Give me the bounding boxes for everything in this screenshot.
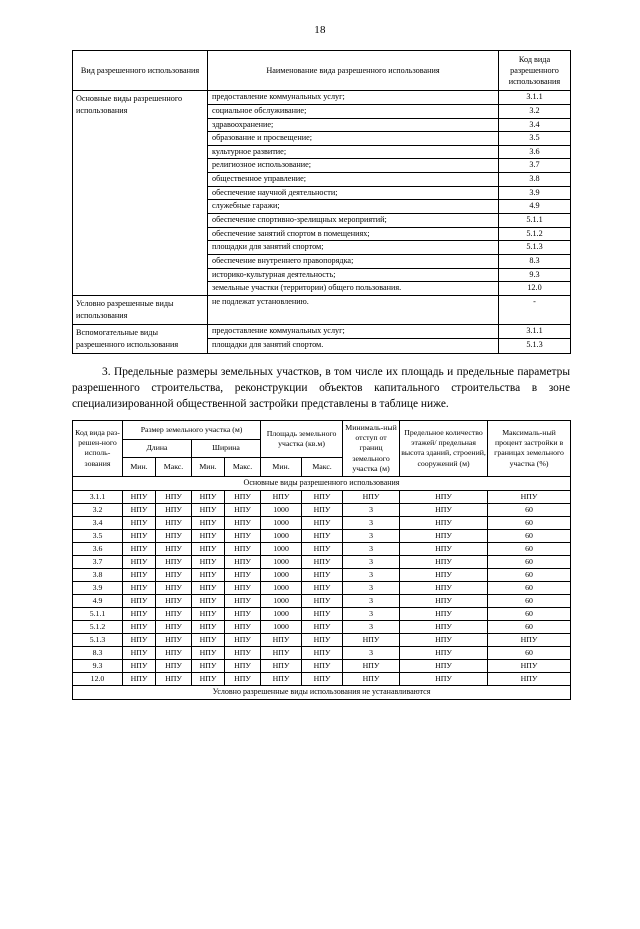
- limit-floors-cell: НПУ: [400, 503, 488, 516]
- limit-length-max-cell: НПУ: [156, 633, 192, 646]
- limit-code-cell: 3.9: [73, 581, 123, 594]
- limit-floors-cell: НПУ: [400, 568, 488, 581]
- table-row: [73, 542, 571, 555]
- use-name-cell: площадки для занятий спортом;: [208, 241, 499, 255]
- table-row: [73, 659, 571, 672]
- limit-coverage-cell: 60: [488, 529, 571, 542]
- use-code-cell: 5.1.2: [499, 227, 571, 241]
- header-max-floors: Предельное количество этажей/ предельная высота зданий, строений, сооружений (м): [400, 421, 488, 477]
- header-parcel-size: Размер земельного участка (м): [123, 421, 261, 440]
- header-width-max: Макс.: [225, 458, 261, 477]
- limit-length-min-cell: НПУ: [123, 568, 156, 581]
- table-row: [73, 529, 571, 542]
- limit-setback-cell: 3: [343, 516, 400, 529]
- limit-width-max-cell: НПУ: [225, 620, 261, 633]
- limit-area-min-cell: НПУ: [261, 659, 302, 672]
- limit-length-min-cell: НПУ: [123, 633, 156, 646]
- limit-area-min-cell: 1000: [261, 529, 302, 542]
- use-code-cell: 5.1.1: [499, 214, 571, 228]
- limit-floors-cell: НПУ: [400, 542, 488, 555]
- limit-length-max-cell: НПУ: [156, 607, 192, 620]
- limit-setback-cell: 3: [343, 568, 400, 581]
- limit-length-max-cell: НПУ: [156, 568, 192, 581]
- use-code-cell: 3.9: [499, 186, 571, 200]
- header-limit-code: Код вида раз-решен-ного исполь-зования: [73, 421, 123, 477]
- use-code-cell: 5.1.3: [499, 241, 571, 255]
- limit-floors-cell: НПУ: [400, 659, 488, 672]
- limit-width-max-cell: НПУ: [225, 581, 261, 594]
- limit-width-min-cell: НПУ: [192, 529, 225, 542]
- limit-code-cell: 4.9: [73, 594, 123, 607]
- limit-width-min-cell: НПУ: [192, 594, 225, 607]
- limit-area-min-cell: 1000: [261, 568, 302, 581]
- limit-area-max-cell: НПУ: [302, 581, 343, 594]
- table-limit-body: [73, 476, 571, 699]
- limit-length-min-cell: НПУ: [123, 672, 156, 685]
- limit-coverage-cell: 60: [488, 503, 571, 516]
- limit-code-cell: 3.2: [73, 503, 123, 516]
- limit-floors-cell: НПУ: [400, 607, 488, 620]
- section-row-main: [73, 476, 571, 490]
- limit-width-max-cell: НПУ: [225, 633, 261, 646]
- limit-setback-cell: 3: [343, 581, 400, 594]
- limit-code-cell: 9.3: [73, 659, 123, 672]
- use-name-cell: обеспечение внутреннего правопорядка;: [208, 255, 499, 269]
- use-name-cell: религиозное использование;: [208, 159, 499, 173]
- limit-setback-cell: 3: [343, 555, 400, 568]
- limit-coverage-cell: НПУ: [488, 491, 571, 504]
- limit-floors-cell: НПУ: [400, 594, 488, 607]
- limit-width-min-cell: НПУ: [192, 672, 225, 685]
- limit-area-min-cell: 1000: [261, 542, 302, 555]
- limit-code-cell: 3.6: [73, 542, 123, 555]
- limit-width-max-cell: НПУ: [225, 542, 261, 555]
- use-name-cell: предоставление коммунальных услуг;: [208, 324, 499, 338]
- use-code-cell: 8.3: [499, 255, 571, 269]
- limit-code-cell: 3.5: [73, 529, 123, 542]
- use-group-label: Условно разрешенные виды использования: [73, 296, 208, 325]
- table-row: [73, 296, 571, 325]
- limit-length-min-cell: НПУ: [123, 646, 156, 659]
- limit-area-max-cell: НПУ: [302, 542, 343, 555]
- limit-area-max-cell: НПУ: [302, 529, 343, 542]
- limit-setback-cell: 3: [343, 503, 400, 516]
- limit-length-max-cell: НПУ: [156, 659, 192, 672]
- limit-setback-cell: НПУ: [343, 659, 400, 672]
- limit-length-max-cell: НПУ: [156, 581, 192, 594]
- limit-length-max-cell: НПУ: [156, 672, 192, 685]
- table-row: [73, 555, 571, 568]
- use-name-cell: предоставление коммунальных услуг;: [208, 91, 499, 105]
- limit-code-cell: 5.1.2: [73, 620, 123, 633]
- table-row: [73, 568, 571, 581]
- limit-width-min-cell: НПУ: [192, 620, 225, 633]
- limit-width-min-cell: НПУ: [192, 659, 225, 672]
- limit-coverage-cell: 60: [488, 594, 571, 607]
- use-name-cell: обеспечение научной деятельности;: [208, 186, 499, 200]
- limit-area-max-cell: НПУ: [302, 555, 343, 568]
- limit-setback-cell: НПУ: [343, 672, 400, 685]
- header-use-code: Код вида разрешенного использования: [499, 51, 571, 91]
- limit-floors-cell: НПУ: [400, 491, 488, 504]
- limit-length-max-cell: НПУ: [156, 620, 192, 633]
- limit-width-max-cell: НПУ: [225, 646, 261, 659]
- limit-floors-cell: НПУ: [400, 555, 488, 568]
- use-name-cell: не подлежат установлению.: [208, 296, 499, 325]
- use-name-cell: обеспечение спортивно-зрелищных мероприятий;: [208, 214, 499, 228]
- limit-area-max-cell: НПУ: [302, 516, 343, 529]
- use-name-cell: обеспечение занятий спортом в помещениях;: [208, 227, 499, 241]
- limit-width-max-cell: НПУ: [225, 672, 261, 685]
- limit-width-min-cell: НПУ: [192, 581, 225, 594]
- limit-length-min-cell: НПУ: [123, 581, 156, 594]
- use-code-cell: 3.2: [499, 104, 571, 118]
- limit-code-cell: 5.1.1: [73, 607, 123, 620]
- table-row: [73, 672, 571, 685]
- limit-length-min-cell: НПУ: [123, 555, 156, 568]
- use-code-cell: 3.1.1: [499, 91, 571, 105]
- limit-length-min-cell: НПУ: [123, 620, 156, 633]
- table-row: [73, 581, 571, 594]
- header-use-kind: Вид разрешенного использования: [73, 51, 208, 91]
- limit-width-max-cell: НПУ: [225, 491, 261, 504]
- limit-width-min-cell: НПУ: [192, 568, 225, 581]
- limit-length-min-cell: НПУ: [123, 503, 156, 516]
- header-length-max: Макс.: [156, 458, 192, 477]
- table-row: [73, 633, 571, 646]
- limit-setback-cell: 3: [343, 529, 400, 542]
- limit-width-max-cell: НПУ: [225, 659, 261, 672]
- use-group-label: Вспомогательные виды разрешенного использования: [73, 324, 208, 353]
- use-name-cell: здравоохранение;: [208, 118, 499, 132]
- use-code-cell: 5.1.3: [499, 339, 571, 353]
- use-name-cell: земельные участки (территории) общего пользования.: [208, 282, 499, 296]
- limit-length-max-cell: НПУ: [156, 594, 192, 607]
- limit-floors-cell: НПУ: [400, 672, 488, 685]
- limit-length-max-cell: НПУ: [156, 646, 192, 659]
- limit-code-cell: 8.3: [73, 646, 123, 659]
- limit-length-max-cell: НПУ: [156, 529, 192, 542]
- header-width-min: Мин.: [192, 458, 225, 477]
- limit-width-min-cell: НПУ: [192, 633, 225, 646]
- limit-area-max-cell: НПУ: [302, 633, 343, 646]
- limit-floors-cell: НПУ: [400, 646, 488, 659]
- limit-floors-cell: НПУ: [400, 516, 488, 529]
- use-name-cell: общественное управление;: [208, 173, 499, 187]
- limit-length-min-cell: НПУ: [123, 529, 156, 542]
- use-name-cell: образование и просвещение;: [208, 132, 499, 146]
- limit-width-max-cell: НПУ: [225, 503, 261, 516]
- limit-width-max-cell: НПУ: [225, 568, 261, 581]
- table-permitted-uses-body: [73, 91, 571, 353]
- limit-setback-cell: 3: [343, 620, 400, 633]
- header-width: Ширина: [192, 439, 261, 458]
- header-area-max: Макс.: [302, 458, 343, 477]
- limit-area-min-cell: НПУ: [261, 491, 302, 504]
- limit-setback-cell: 3: [343, 594, 400, 607]
- limit-floors-cell: НПУ: [400, 620, 488, 633]
- limit-width-max-cell: НПУ: [225, 607, 261, 620]
- limit-coverage-cell: 60: [488, 542, 571, 555]
- header-parcel-area: Площадь земельного участка (кв.м): [261, 421, 343, 458]
- table-row: [73, 607, 571, 620]
- use-code-cell: 3.4: [499, 118, 571, 132]
- limit-area-max-cell: НПУ: [302, 607, 343, 620]
- table-permitted-uses-head: [73, 51, 571, 91]
- limit-code-cell: 5.1.3: [73, 633, 123, 646]
- limit-length-max-cell: НПУ: [156, 503, 192, 516]
- section-row-conditional: [73, 685, 571, 699]
- table-limit-header-row-1: [73, 421, 571, 440]
- limit-area-min-cell: 1000: [261, 620, 302, 633]
- use-name-cell: служебные гаражи;: [208, 200, 499, 214]
- limit-width-max-cell: НПУ: [225, 594, 261, 607]
- use-name-cell: историко-культурная деятельность;: [208, 268, 499, 282]
- use-code-cell: 3.5: [499, 132, 571, 146]
- limit-code-cell: 12.0: [73, 672, 123, 685]
- limit-area-max-cell: НПУ: [302, 620, 343, 633]
- limit-code-cell: 3.7: [73, 555, 123, 568]
- limit-setback-cell: 3: [343, 542, 400, 555]
- paragraph-limits-intro: 3. Предельные размеры земельных участков, в том числе их площадь и предельные параметры разрешенного строительства, реконструкции объектов капитального строительства в зоне специализированной общественной застройки представлены в таблице ниже.: [72, 365, 570, 410]
- limit-code-cell: 3.1.1: [73, 491, 123, 504]
- table-row: [73, 646, 571, 659]
- limit-area-max-cell: НПУ: [302, 503, 343, 516]
- limit-area-max-cell: НПУ: [302, 646, 343, 659]
- page-number: 18: [314, 24, 326, 36]
- limit-area-min-cell: 1000: [261, 594, 302, 607]
- table-limit-head: [73, 421, 571, 477]
- header-min-setback: Минималь-ный отступ от границ земельного участка (м): [343, 421, 400, 477]
- limit-coverage-cell: НПУ: [488, 672, 571, 685]
- limit-coverage-cell: 60: [488, 607, 571, 620]
- limit-area-min-cell: НПУ: [261, 646, 302, 659]
- use-name-cell: культурное развитие;: [208, 145, 499, 159]
- limit-code-cell: 3.8: [73, 568, 123, 581]
- limit-length-max-cell: НПУ: [156, 542, 192, 555]
- limit-code-cell: 3.4: [73, 516, 123, 529]
- header-length: Длина: [123, 439, 192, 458]
- limit-width-min-cell: НПУ: [192, 542, 225, 555]
- limit-length-max-cell: НПУ: [156, 555, 192, 568]
- table-row: [73, 516, 571, 529]
- limit-coverage-cell: НПУ: [488, 633, 571, 646]
- use-code-cell: -: [499, 296, 571, 325]
- use-code-cell: 3.8: [499, 173, 571, 187]
- limit-area-min-cell: 1000: [261, 607, 302, 620]
- limit-length-max-cell: НПУ: [156, 491, 192, 504]
- limit-area-max-cell: НПУ: [302, 659, 343, 672]
- limit-setback-cell: НПУ: [343, 633, 400, 646]
- limit-width-min-cell: НПУ: [192, 491, 225, 504]
- use-code-cell: 3.1.1: [499, 324, 571, 338]
- limit-area-min-cell: 1000: [261, 503, 302, 516]
- limit-length-min-cell: НПУ: [123, 516, 156, 529]
- limit-floors-cell: НПУ: [400, 633, 488, 646]
- use-code-cell: 3.6: [499, 145, 571, 159]
- header-length-min: Мин.: [123, 458, 156, 477]
- header-max-coverage: Максималь-ный процент застройки в границах земельного участка (%): [488, 421, 571, 477]
- limit-width-max-cell: НПУ: [225, 516, 261, 529]
- page-content: [72, 50, 570, 700]
- header-use-name: Наименование вида разрешенного использования: [208, 51, 499, 91]
- document-page: [0, 24, 640, 929]
- use-group-label: Основные виды разрешенного использования: [73, 91, 208, 296]
- use-code-cell: 9.3: [499, 268, 571, 282]
- use-code-cell: 12.0: [499, 282, 571, 296]
- limit-area-min-cell: 1000: [261, 516, 302, 529]
- section-label-main: Основные виды разрешенного использования: [73, 476, 571, 490]
- limit-length-min-cell: НПУ: [123, 542, 156, 555]
- table-row: [73, 620, 571, 633]
- limit-width-max-cell: НПУ: [225, 529, 261, 542]
- limit-length-min-cell: НПУ: [123, 607, 156, 620]
- limit-setback-cell: НПУ: [343, 491, 400, 504]
- limit-width-min-cell: НПУ: [192, 503, 225, 516]
- header-area-min: Мин.: [261, 458, 302, 477]
- limit-coverage-cell: 60: [488, 646, 571, 659]
- limit-setback-cell: 3: [343, 646, 400, 659]
- limit-area-min-cell: НПУ: [261, 633, 302, 646]
- limit-area-max-cell: НПУ: [302, 568, 343, 581]
- table-row: [73, 503, 571, 516]
- limit-width-min-cell: НПУ: [192, 607, 225, 620]
- section-label-conditional: Условно разрешенные виды использования не устанавливаются: [73, 685, 571, 699]
- limit-coverage-cell: 60: [488, 555, 571, 568]
- limit-coverage-cell: 60: [488, 581, 571, 594]
- limit-floors-cell: НПУ: [400, 581, 488, 594]
- use-code-cell: 4.9: [499, 200, 571, 214]
- limit-coverage-cell: 60: [488, 620, 571, 633]
- use-name-cell: площадки для занятий спортом.: [208, 339, 499, 353]
- limit-floors-cell: НПУ: [400, 529, 488, 542]
- limit-area-max-cell: НПУ: [302, 672, 343, 685]
- table-permitted-uses: [72, 50, 571, 354]
- table-row: [73, 594, 571, 607]
- limit-width-min-cell: НПУ: [192, 555, 225, 568]
- limit-length-min-cell: НПУ: [123, 491, 156, 504]
- limit-area-min-cell: 1000: [261, 581, 302, 594]
- limit-area-max-cell: НПУ: [302, 491, 343, 504]
- limit-area-min-cell: НПУ: [261, 672, 302, 685]
- table-row: [73, 91, 571, 105]
- limit-length-min-cell: НПУ: [123, 659, 156, 672]
- table-limit-parameters: [72, 420, 571, 700]
- limit-length-max-cell: НПУ: [156, 516, 192, 529]
- limit-coverage-cell: 60: [488, 516, 571, 529]
- table-header-row: [73, 51, 571, 91]
- limit-area-min-cell: 1000: [261, 555, 302, 568]
- limit-length-min-cell: НПУ: [123, 594, 156, 607]
- table-row: [73, 324, 571, 338]
- limit-width-min-cell: НПУ: [192, 646, 225, 659]
- limit-setback-cell: 3: [343, 607, 400, 620]
- use-code-cell: 3.7: [499, 159, 571, 173]
- limit-width-max-cell: НПУ: [225, 555, 261, 568]
- limit-coverage-cell: НПУ: [488, 659, 571, 672]
- limit-area-max-cell: НПУ: [302, 594, 343, 607]
- use-name-cell: социальное обслуживание;: [208, 104, 499, 118]
- table-row: [73, 491, 571, 504]
- limit-coverage-cell: 60: [488, 568, 571, 581]
- limit-width-min-cell: НПУ: [192, 516, 225, 529]
